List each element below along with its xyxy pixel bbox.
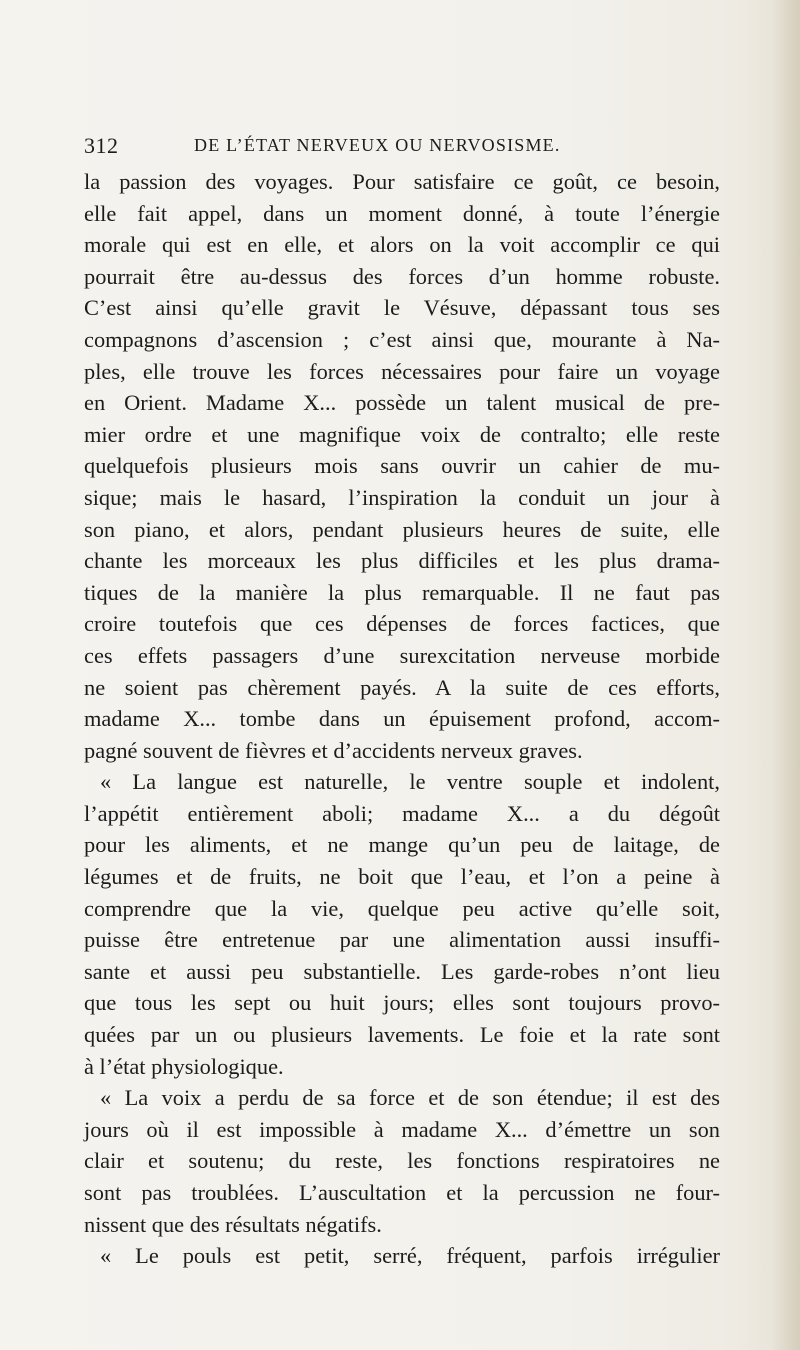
text-line: « La langue est naturelle, le ventre souple et indolent, bbox=[100, 769, 720, 795]
page-edge-shadow bbox=[772, 0, 800, 1350]
text-line: son piano, et alors, pendant plusieurs heures de suite, elle bbox=[84, 516, 720, 542]
text-line: C’est ainsi qu’elle gravit le Vésuve, dépassant tous ses bbox=[84, 295, 720, 321]
text-line: pagné souvent de fièvres et d’accidents nerveux graves. bbox=[84, 737, 583, 763]
text-line: ne soient pas chèrement payés. A la suite de ces efforts, bbox=[84, 674, 720, 700]
text-line: sont pas troublées. L’auscultation et la percussion ne four- bbox=[84, 1180, 720, 1205]
text-line: elle fait appel, dans un moment donné, à toute l’énergie bbox=[84, 200, 720, 226]
text-line: pourrait être au-dessus des forces d’un homme robuste. bbox=[84, 263, 720, 289]
text-line: ples, elle trouve les forces nécessaires pour faire un voyage bbox=[84, 358, 720, 384]
text-line: chante les morceaux les plus difficiles et les plus drama- bbox=[84, 548, 720, 574]
text-line: sique; mais le hasard, l’inspiration la conduit un jour à bbox=[84, 484, 720, 510]
body-text bbox=[84, 166, 720, 1272]
text-line: nissent que des résultats négatifs. bbox=[84, 1211, 382, 1237]
text-line: puisse être entretenue par une alimentation aussi insuffi- bbox=[84, 927, 720, 953]
text-line: que tous les sept ou huit jours; elles sont toujours provo- bbox=[84, 990, 720, 1016]
text-line: en Orient. Madame X... possède un talent musical de pre- bbox=[84, 390, 720, 416]
text-line: « La voix a perdu de sa force et de son étendue; il est des bbox=[100, 1085, 720, 1111]
text-line: quelquefois plusieurs mois sans ouvrir un cahier de mu- bbox=[84, 453, 720, 479]
text-line: pour les aliments, et ne mange qu’un peu de laitage, de bbox=[84, 832, 720, 858]
text-line: quées par un ou plusieurs lavements. Le foie et la rate sont bbox=[84, 1022, 720, 1048]
text-line: croire toutefois que ces dépenses de forces factices, que bbox=[84, 611, 720, 637]
text-line: madame X... tombe dans un épuisement profond, accom- bbox=[84, 706, 720, 732]
page-number: 312 bbox=[84, 133, 119, 158]
text-line: « Le pouls est petit, serré, fréquent, parfois irrégulier bbox=[100, 1243, 720, 1269]
text-line: morale qui est en elle, et alors on la voit accomplir ce qui bbox=[84, 232, 720, 258]
text-line: à l’état physiologique. bbox=[84, 1053, 284, 1079]
page-header bbox=[84, 133, 724, 163]
text-line: l’appétit entièrement aboli; madame X... a du dégoût bbox=[84, 800, 720, 826]
text-line: ces effets passagers d’une surexcitation nerveuse morbide bbox=[84, 642, 720, 668]
text-line: clair et soutenu; du reste, les fonctions respiratoires ne bbox=[84, 1148, 720, 1174]
running-title: DE L’ÉTAT NERVEUX OU NERVOSISME. bbox=[194, 135, 561, 155]
text-line: mier ordre et une magnifique voix de contralto; elle reste bbox=[84, 421, 720, 447]
text-line: compagnons d’ascension ; c’est ainsi que, mourante à Na- bbox=[84, 326, 720, 352]
text-line: légumes et de fruits, ne boit que l’eau, et l’on a peine à bbox=[84, 864, 720, 890]
text-line: tiques de la manière la plus remarquable. Il ne faut pas bbox=[84, 579, 720, 605]
text-line: jours où il est impossible à madame X... d’émettre un son bbox=[84, 1116, 720, 1142]
text-line: sante et aussi peu substantielle. Les garde-robes n’ont lieu bbox=[84, 958, 720, 984]
text-line: comprendre que la vie, quelque peu active qu’elle soit, bbox=[84, 895, 720, 921]
text-line: la passion des voyages. Pour satisfaire ce goût, ce besoin, bbox=[84, 169, 720, 194]
